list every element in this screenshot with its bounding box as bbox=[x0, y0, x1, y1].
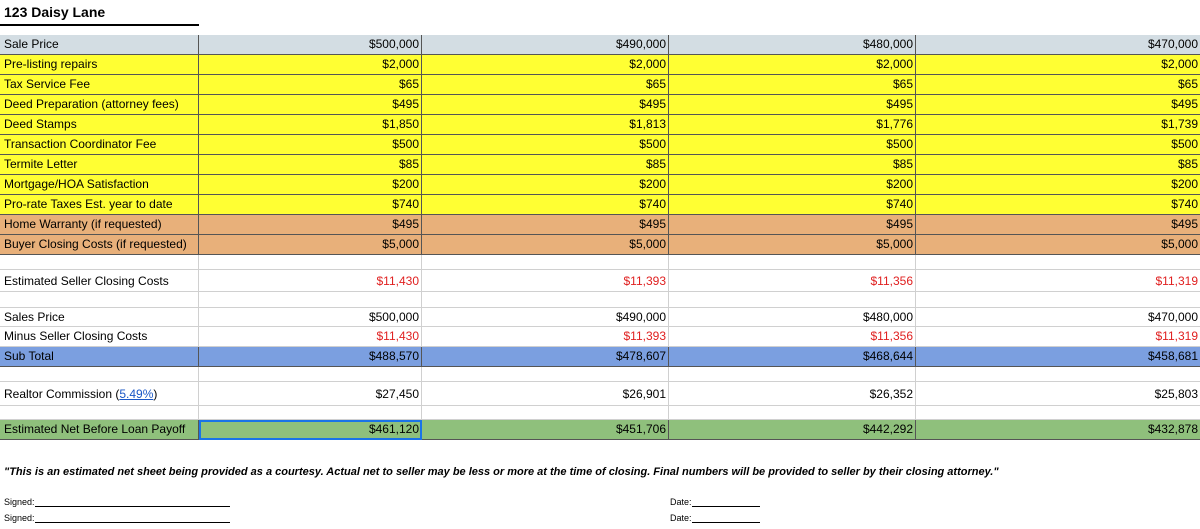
row-tax-service-fee bbox=[0, 75, 1200, 95]
empty-cell[interactable] bbox=[199, 367, 422, 382]
empty-cell[interactable] bbox=[916, 406, 1200, 420]
signature-line-2 bbox=[4, 513, 230, 523]
cell-value[interactable]: $458,681 bbox=[916, 347, 1200, 367]
cell-label[interactable]: Sale Price bbox=[0, 35, 199, 55]
commission-rate-link[interactable]: 5.49% bbox=[119, 387, 154, 401]
cell-value[interactable]: $500,000 bbox=[199, 35, 422, 55]
empty-cell[interactable] bbox=[422, 406, 669, 420]
empty-cell[interactable] bbox=[0, 406, 199, 420]
cell-label[interactable]: Sales Price bbox=[0, 308, 199, 327]
empty-cell[interactable] bbox=[0, 255, 199, 270]
cell-value[interactable]: $11,319 bbox=[916, 270, 1200, 292]
cell-value[interactable]: $495 bbox=[199, 95, 422, 115]
cell-value[interactable]: $5,000 bbox=[669, 235, 916, 255]
empty-cell[interactable] bbox=[422, 292, 669, 308]
cell-value[interactable]: $495 bbox=[422, 215, 669, 235]
cell-value[interactable]: $65 bbox=[199, 75, 422, 95]
cell-value[interactable]: $2,000 bbox=[422, 55, 669, 75]
cell-label[interactable]: Pro-rate Taxes Est. year to date bbox=[0, 195, 199, 215]
cell-value[interactable]: $500 bbox=[669, 135, 916, 155]
empty-cell[interactable] bbox=[669, 255, 916, 270]
row-spacer bbox=[0, 255, 1200, 270]
cell-value[interactable]: $478,607 bbox=[422, 347, 669, 367]
empty-cell[interactable] bbox=[0, 292, 199, 308]
cell-value[interactable]: $1,739 bbox=[916, 115, 1200, 135]
cell-value[interactable]: $470,000 bbox=[916, 35, 1200, 55]
cell-label[interactable]: Buyer Closing Costs (if requested) bbox=[0, 235, 199, 255]
date-label: Date: bbox=[670, 513, 692, 523]
sheet-title[interactable]: 123 Daisy Lane bbox=[4, 4, 106, 20]
cell-value[interactable]: $495 bbox=[916, 95, 1200, 115]
row-sub-total bbox=[0, 347, 1200, 367]
cell-value[interactable]: $500 bbox=[916, 135, 1200, 155]
cell-value[interactable]: $11,319 bbox=[916, 327, 1200, 347]
date-line-2 bbox=[670, 513, 760, 523]
signature-field[interactable] bbox=[35, 498, 230, 507]
cell-label[interactable]: Sub Total bbox=[0, 347, 199, 367]
cell-value[interactable]: $1,813 bbox=[422, 115, 669, 135]
cell-value[interactable]: $470,000 bbox=[916, 308, 1200, 327]
cell-label[interactable]: Mortgage/HOA Satisfaction bbox=[0, 175, 199, 195]
cell-value[interactable]: $65 bbox=[916, 75, 1200, 95]
cell-value[interactable]: $85 bbox=[199, 155, 422, 175]
cell-value[interactable]: $2,000 bbox=[669, 55, 916, 75]
cell-value[interactable]: $500 bbox=[199, 135, 422, 155]
cell-value[interactable]: $495 bbox=[669, 215, 916, 235]
row-pre-listing-repairs bbox=[0, 55, 1200, 75]
row-home-warranty bbox=[0, 215, 1200, 235]
cell-label[interactable]: Home Warranty (if requested) bbox=[0, 215, 199, 235]
cell-value[interactable]: $495 bbox=[199, 215, 422, 235]
row-buyer-closing-costs bbox=[0, 235, 1200, 255]
disclaimer-text: "This is an estimated net sheet being provided as a courtesy. Actual net to seller may be less or more at the time of closing. Final numbers will be provided to seller by their closing attorney." bbox=[4, 466, 999, 478]
cell-value[interactable]: $2,000 bbox=[916, 55, 1200, 75]
cell-label[interactable]: Deed Stamps bbox=[0, 115, 199, 135]
cell-value[interactable]: $5,000 bbox=[422, 235, 669, 255]
empty-cell[interactable] bbox=[916, 255, 1200, 270]
cell-label[interactable]: Estimated Net Before Loan Payoff bbox=[0, 420, 199, 440]
cell-value[interactable]: $500 bbox=[422, 135, 669, 155]
date-line-1 bbox=[670, 497, 760, 507]
cell-value[interactable]: $740 bbox=[422, 195, 669, 215]
cell-value[interactable]: $490,000 bbox=[422, 308, 669, 327]
row-transaction-coordinator-fee bbox=[0, 135, 1200, 155]
cell-label[interactable]: Termite Letter bbox=[0, 155, 199, 175]
cell-value[interactable]: $200 bbox=[422, 175, 669, 195]
row-termite-letter bbox=[0, 155, 1200, 175]
signed-label: Signed: bbox=[4, 497, 35, 507]
empty-cell[interactable] bbox=[199, 255, 422, 270]
date-field[interactable] bbox=[692, 514, 760, 523]
cell-value[interactable]: $488,570 bbox=[199, 347, 422, 367]
cell-value[interactable]: $451,706 bbox=[422, 420, 669, 440]
row-deed-preparation bbox=[0, 95, 1200, 115]
cell-value[interactable]: $27,450 bbox=[199, 382, 422, 406]
commission-label-end: ) bbox=[153, 387, 158, 401]
cell-value[interactable]: $740 bbox=[916, 195, 1200, 215]
cell-value[interactable]: $461,120 bbox=[199, 420, 422, 440]
cell-value[interactable]: $442,292 bbox=[669, 420, 916, 440]
cell-value[interactable]: $2,000 bbox=[199, 55, 422, 75]
cell-value[interactable]: $5,000 bbox=[199, 235, 422, 255]
cell-label[interactable]: Estimated Seller Closing Costs bbox=[0, 270, 199, 292]
cell-value[interactable]: $1,776 bbox=[669, 115, 916, 135]
cell-label[interactable]: Deed Preparation (attorney fees) bbox=[0, 95, 199, 115]
empty-cell[interactable] bbox=[916, 367, 1200, 382]
cell-value[interactable]: $740 bbox=[669, 195, 916, 215]
cell-value[interactable]: $11,430 bbox=[199, 327, 422, 347]
cell-value[interactable]: $495 bbox=[669, 95, 916, 115]
row-sales-price bbox=[0, 308, 1200, 327]
cell-value[interactable]: $65 bbox=[669, 75, 916, 95]
cell-value[interactable]: $5,000 bbox=[916, 235, 1200, 255]
row-sale-price bbox=[0, 35, 1200, 55]
commission-label: Realtor Commission ( bbox=[4, 387, 120, 401]
empty-cell[interactable] bbox=[199, 406, 422, 420]
empty-cell[interactable] bbox=[669, 292, 916, 308]
empty-cell[interactable] bbox=[422, 255, 669, 270]
empty-cell[interactable] bbox=[422, 367, 669, 382]
cell-value[interactable]: $432,878 bbox=[916, 420, 1200, 440]
row-minus-seller-closing-costs bbox=[0, 327, 1200, 347]
date-label: Date: bbox=[670, 497, 692, 507]
empty-cell[interactable] bbox=[0, 367, 199, 382]
cell-value[interactable]: $85 bbox=[669, 155, 916, 175]
cell-label[interactable]: Minus Seller Closing Costs bbox=[0, 327, 199, 347]
cell-label[interactable] bbox=[0, 382, 199, 406]
empty-cell[interactable] bbox=[916, 292, 1200, 308]
signed-label: Signed: bbox=[4, 513, 35, 523]
cell-label[interactable]: Pre-listing repairs bbox=[0, 55, 199, 75]
row-spacer bbox=[0, 367, 1200, 382]
row-deed-stamps bbox=[0, 115, 1200, 135]
signature-field[interactable] bbox=[35, 514, 230, 523]
title-row bbox=[0, 0, 1200, 24]
title-underline bbox=[0, 24, 199, 26]
cell-value[interactable]: $740 bbox=[199, 195, 422, 215]
cell-value[interactable]: $495 bbox=[422, 95, 669, 115]
date-field[interactable] bbox=[692, 498, 760, 507]
cell-value[interactable]: $200 bbox=[916, 175, 1200, 195]
empty-cell[interactable] bbox=[669, 406, 916, 420]
cell-label[interactable]: Transaction Coordinator Fee bbox=[0, 135, 199, 155]
cell-value[interactable]: $495 bbox=[916, 215, 1200, 235]
cell-value[interactable]: $26,901 bbox=[422, 382, 669, 406]
empty-cell[interactable] bbox=[669, 367, 916, 382]
cell-value[interactable]: $490,000 bbox=[422, 35, 669, 55]
row-spacer bbox=[0, 406, 1200, 420]
cell-value[interactable]: $480,000 bbox=[669, 308, 916, 327]
row-pro-rate-taxes bbox=[0, 195, 1200, 215]
row-estimated-net bbox=[0, 420, 1200, 440]
cell-value[interactable]: $1,850 bbox=[199, 115, 422, 135]
cell-value[interactable]: $26,352 bbox=[669, 382, 916, 406]
row-mortgage-hoa-satisfaction bbox=[0, 175, 1200, 195]
row-estimated-seller-closing-costs bbox=[0, 270, 1200, 292]
cell-value[interactable]: $85 bbox=[422, 155, 669, 175]
cell-value[interactable]: $11,393 bbox=[422, 327, 669, 347]
cell-value[interactable]: $500,000 bbox=[199, 308, 422, 327]
cell-value[interactable]: $11,356 bbox=[669, 270, 916, 292]
cell-value[interactable]: $85 bbox=[916, 155, 1200, 175]
cell-value[interactable]: $65 bbox=[422, 75, 669, 95]
empty-cell[interactable] bbox=[199, 292, 422, 308]
cell-value[interactable]: $200 bbox=[669, 175, 916, 195]
cell-value[interactable]: $468,644 bbox=[669, 347, 916, 367]
cell-value[interactable]: $200 bbox=[199, 175, 422, 195]
cell-value[interactable]: $11,430 bbox=[199, 270, 422, 292]
signature-line-1 bbox=[4, 497, 230, 507]
cell-value[interactable]: $11,393 bbox=[422, 270, 669, 292]
cell-value[interactable]: $11,356 bbox=[669, 327, 916, 347]
cell-value[interactable]: $25,803 bbox=[916, 382, 1200, 406]
row-realtor-commission bbox=[0, 382, 1200, 406]
cell-value[interactable]: $480,000 bbox=[669, 35, 916, 55]
row-spacer bbox=[0, 292, 1200, 308]
cell-label[interactable]: Tax Service Fee bbox=[0, 75, 199, 95]
